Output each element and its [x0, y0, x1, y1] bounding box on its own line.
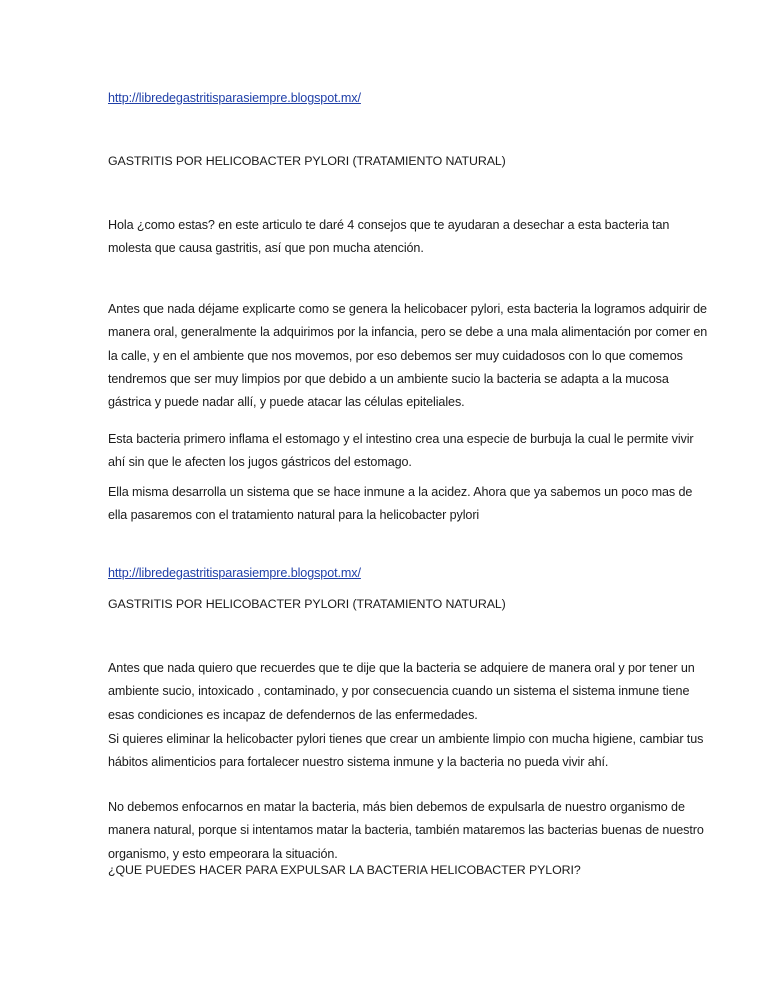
- heading-gastritis-1: GASTRITIS POR HELICOBACTER PYLORI (TRATAMIENTO NATURAL): [108, 154, 506, 168]
- paragraph-intro: Hola ¿como estas? en este articulo te daré 4 consejos que te ayudaran a desechar a esta bacteria tan molesta que causa gastritis, así que pon mucha atención.: [108, 218, 670, 256]
- paragraph-expel: No debemos enfocarnos en matar la bacteria, más bien debemos de expulsarla de nuestro organismo de manera natural, porque si intentamos matar la bacteria, también mataremos las bacterias buenas de nuestro organismo, y esto empeorara la situación.: [108, 800, 704, 861]
- blog-link-top[interactable]: http://libredegastritisparasiempre.blogspot.mx/: [108, 91, 361, 105]
- paragraph-inflammation: Esta bacteria primero inflama el estomago y el intestino crea una especie de burbuja la cual le permite vivir ahí sin que le afecten los jugos gástricos del estomago.: [108, 432, 694, 470]
- blog-link-middle[interactable]: http://libredegastritisparasiempre.blogspot.mx/: [108, 566, 361, 580]
- paragraph-origin: Antes que nada déjame explicarte como se genera la helicobacer pylori, esta bacteria la logramos adquirir de manera oral, generalmente la adquirimos por la infancia, pero se debe a una mala alimentación por comer en la calle, y en el ambiente que nos movemos, por eso debemos ser muy cuidadosos con lo que comemos tendremos que ser muy limpios por que debido a un ambiente sucio la bacteria se adapta a la mucosa gástrica y puede nadar allí, y puede atacar las células epiteliales.: [108, 302, 708, 410]
- heading-gastritis-2: GASTRITIS POR HELICOBACTER PYLORI (TRATAMIENTO NATURAL): [108, 597, 506, 611]
- heading-question: ¿QUE PUEDES HACER PARA EXPULSAR LA BACTERIA HELICOBACTER PYLORI?: [108, 863, 581, 877]
- paragraph-recall: Antes que nada quiero que recuerdes que te dije que la bacteria se adquiere de manera oral y por tener un ambiente sucio, intoxicado , contaminado, y por consecuencia cuando un sistema el sistema inmune tiene esas condiciones es incapaz de defendernos de las enfermedades.: [108, 661, 695, 722]
- paragraph-immunity: Ella misma desarrolla un sistema que se hace inmune a la acidez. Ahora que ya sabemos un poco mas de ella pasaremos con el tratamiento natural para la helicobacter pylori: [108, 485, 693, 523]
- paragraph-eliminate: Si quieres eliminar la helicobacter pylori tienes que crear un ambiente limpio con mucha higiene, cambiar tus hábitos alimenticios para fortalecer nuestro sistema inmune y la bacteria no pueda vivir ahí.: [108, 732, 704, 770]
